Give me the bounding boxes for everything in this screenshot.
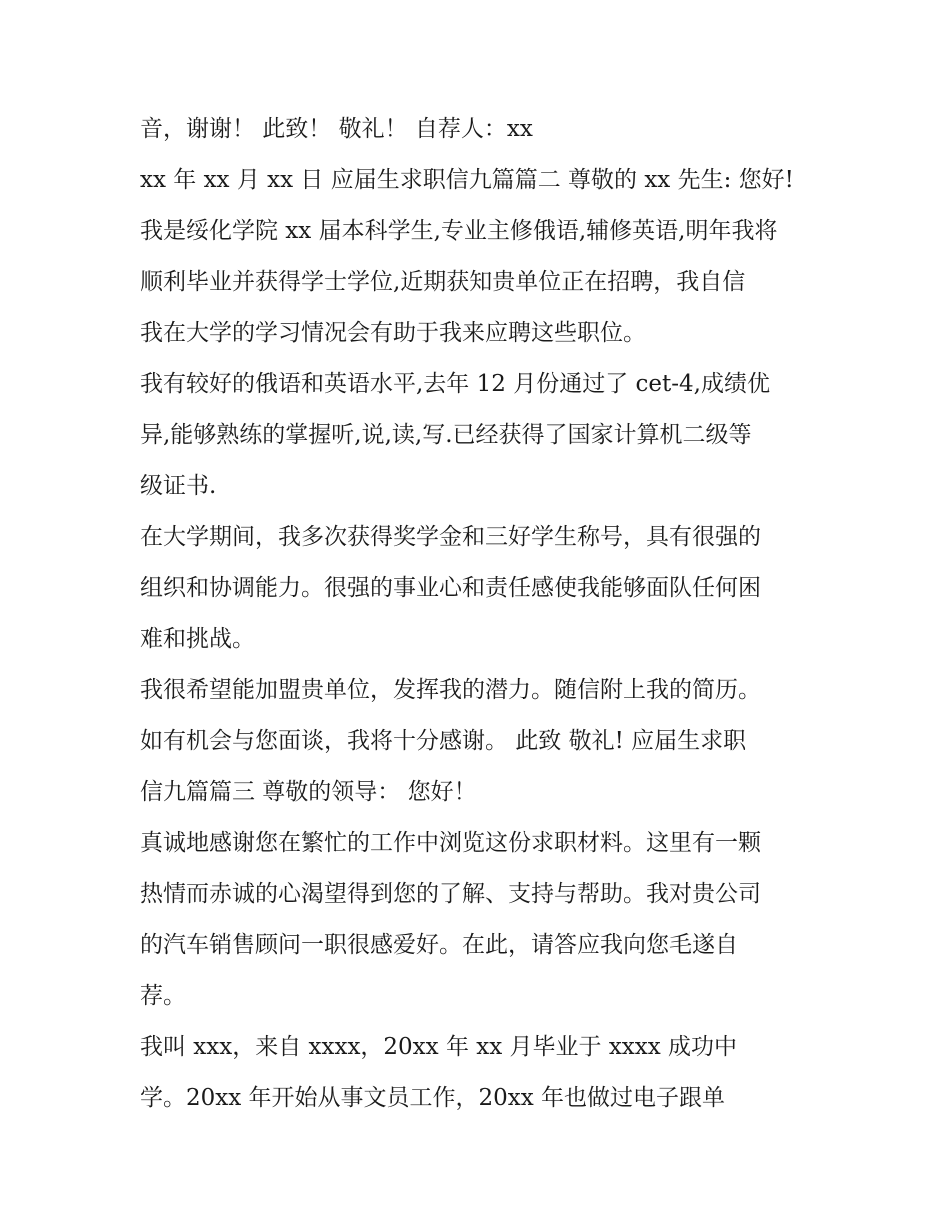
text-line: 组织和协调能力。很强的事业心和责任感使我能够面队任何困 xyxy=(140,575,761,601)
text-line: 我是绥化学院 xx 届本科学生,专业主修俄语,辅修英语,明年我将 xyxy=(140,218,778,244)
text-line: 在大学期间，我多次获得奖学金和三好学生称号，具有很强的 xyxy=(140,524,761,550)
text-line: 信九篇篇三 尊敬的领导： 您好！ xyxy=(140,779,477,805)
text-line: 荐。 xyxy=(140,983,186,1009)
text-line: 我叫 xxx，来自 xxxx，20xx 年 xx 月毕业于 xxxx 成功中 xyxy=(140,1034,738,1060)
text-line: 音，谢谢！ 此致！ 敬礼！ 自荐人：xx xyxy=(140,116,533,142)
text-line: 顺利毕业并获得学士学位,近期获知贵单位正在招聘，我自信 xyxy=(140,269,746,295)
text-line: 难和挑战。 xyxy=(140,626,255,652)
text-line: 异,能够熟练的掌握听,说,读,写.已经获得了国家计算机二级等 xyxy=(140,422,752,448)
text-line: 的汽车销售顾问一职很感爱好。在此，请答应我向您毛遂自 xyxy=(140,932,738,958)
text-line: 如有机会与您面谈，我将十分感谢。 此致 敬礼! 应届生求职 xyxy=(140,728,747,754)
text-line: 级证书. xyxy=(140,473,217,499)
text-line: 我在大学的学习情况会有助于我来应聘这些职位。 xyxy=(140,320,646,346)
text-line: 我很希望能加盟贵单位，发挥我的潜力。随信附上我的简历。 xyxy=(140,677,761,703)
text-line: 我有较好的俄语和英语水平,去年 12 月份通过了 cet-4,成绩优 xyxy=(140,371,770,397)
text-line: 真诚地感谢您在繁忙的工作中浏览这份求职材料。这里有一颗 xyxy=(140,830,761,856)
text-line: xx 年 xx 月 xx 日 应届生求职信九篇篇二 尊敬的 xx 先生: 您好! xyxy=(140,167,794,193)
document-body xyxy=(140,104,830,1124)
text-line: 热情而赤诚的心渴望得到您的了解、支持与帮助。我对贵公司 xyxy=(140,881,761,907)
text-line: 学。20xx 年开始从事文员工作，20xx 年也做过电子跟单 xyxy=(140,1085,726,1111)
